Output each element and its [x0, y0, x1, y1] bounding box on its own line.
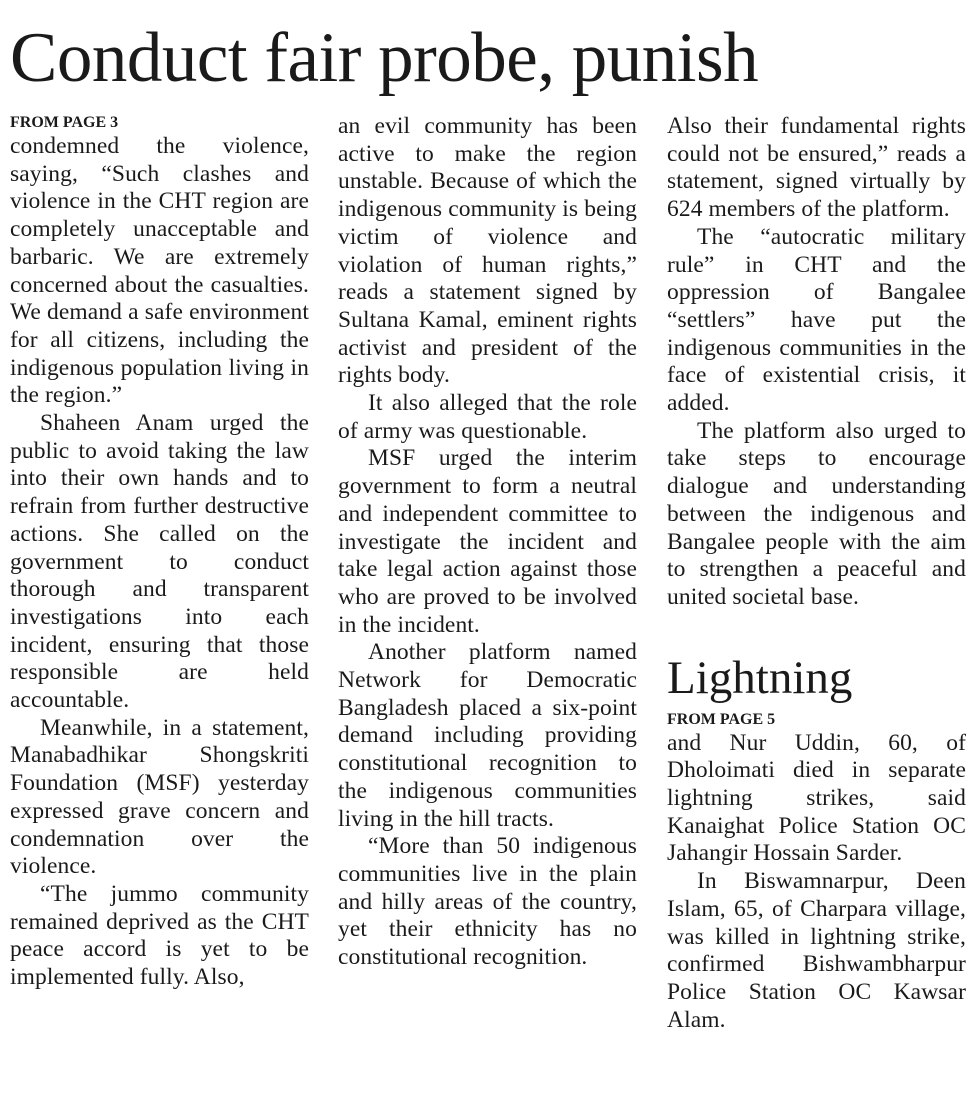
column-3: [667, 113, 966, 1034]
paragraph: The “autocratic military rule” in CHT and the oppression of Bangalee “settlers” have put the indigenous communities in the face of existential crisis, it added.: [667, 223, 966, 417]
column-2: [338, 113, 637, 972]
lightning-continuation-kicker: FROM PAGE 5: [667, 710, 776, 728]
paragraph: condemned the violence, saying, “Such clashes and violence in the CHT region are completely unacceptable and barbaric. We are extremely concerned about the casualties. We demand a safe environment for all citizens, including the indigenous population living in the region.”: [10, 133, 309, 409]
column-1-body: [10, 133, 309, 992]
paragraph: Shaheen Anam urged the public to avoid taking the law into their own hands and to refrain from further destructive actions. She called on the government to conduct thorough and transparent investigations into each incident, ensuring that those responsible are held accountable.: [10, 410, 309, 714]
lightning-body: [667, 730, 966, 1035]
paragraph: MSF urged the interim government to form a neutral and independent committee to investigate the incident and take legal action against those who are proved to be involved in the incident.: [338, 445, 637, 638]
column-2-body: [338, 113, 637, 972]
paragraph: Meanwhile, in a statement, Manabadhikar Shongskriti Foundation (MSF) yesterday expressed grave concern and condemnation over the violence.: [10, 714, 309, 880]
paragraph: and Nur Uddin, 60, of Dholoimati died in separate lightning strikes, said Kanaighat Police Station OC Jahangir Hossain Sarder.: [667, 729, 966, 867]
paragraph: It also alleged that the role of army was questionable.: [338, 390, 637, 444]
column-3-body: [667, 113, 966, 612]
lightning-headline: Lightning: [667, 651, 853, 704]
paragraph: The platform also urged to take steps to encourage dialogue and understanding between the indigenous and Bangalee people with the aim to strengthen a peaceful and united societal base.: [667, 417, 966, 610]
continuation-kicker: FROM PAGE 3: [10, 114, 119, 131]
paragraph: In Biswamnarpur, Deen Islam, 65, of Charpara village, was killed in lightning strike, confirmed Bishwambharpur Police Station OC Kawsar Alam.: [667, 868, 966, 1033]
paragraph: Another platform named Network for Democratic Bangladesh placed a six-point demand including providing constitutional recognition to the indigenous communities living in the hill tracts.: [338, 639, 637, 832]
paragraph: “The jummo community remained deprived as the CHT peace accord is yet to be implemented fully. Also,: [10, 880, 309, 991]
paragraph: Also their fundamental rights could not be ensured,” reads a statement, signed virtually by 624 members of the platform.: [667, 113, 966, 223]
column-1: [10, 113, 309, 992]
paragraph: “More than 50 indigenous communities live in the plain and hilly areas of the country, yet their ethnicity has no constitutional recognition.: [338, 833, 637, 971]
headline: Conduct fair probe, punish: [10, 19, 759, 97]
paragraph: an evil community has been active to make the region unstable. Because of which the indigenous community is being victim of violence and violation of human rights,” reads a statement signed by Sultana Kamal, eminent rights activist and president of the rights body.: [338, 113, 637, 389]
